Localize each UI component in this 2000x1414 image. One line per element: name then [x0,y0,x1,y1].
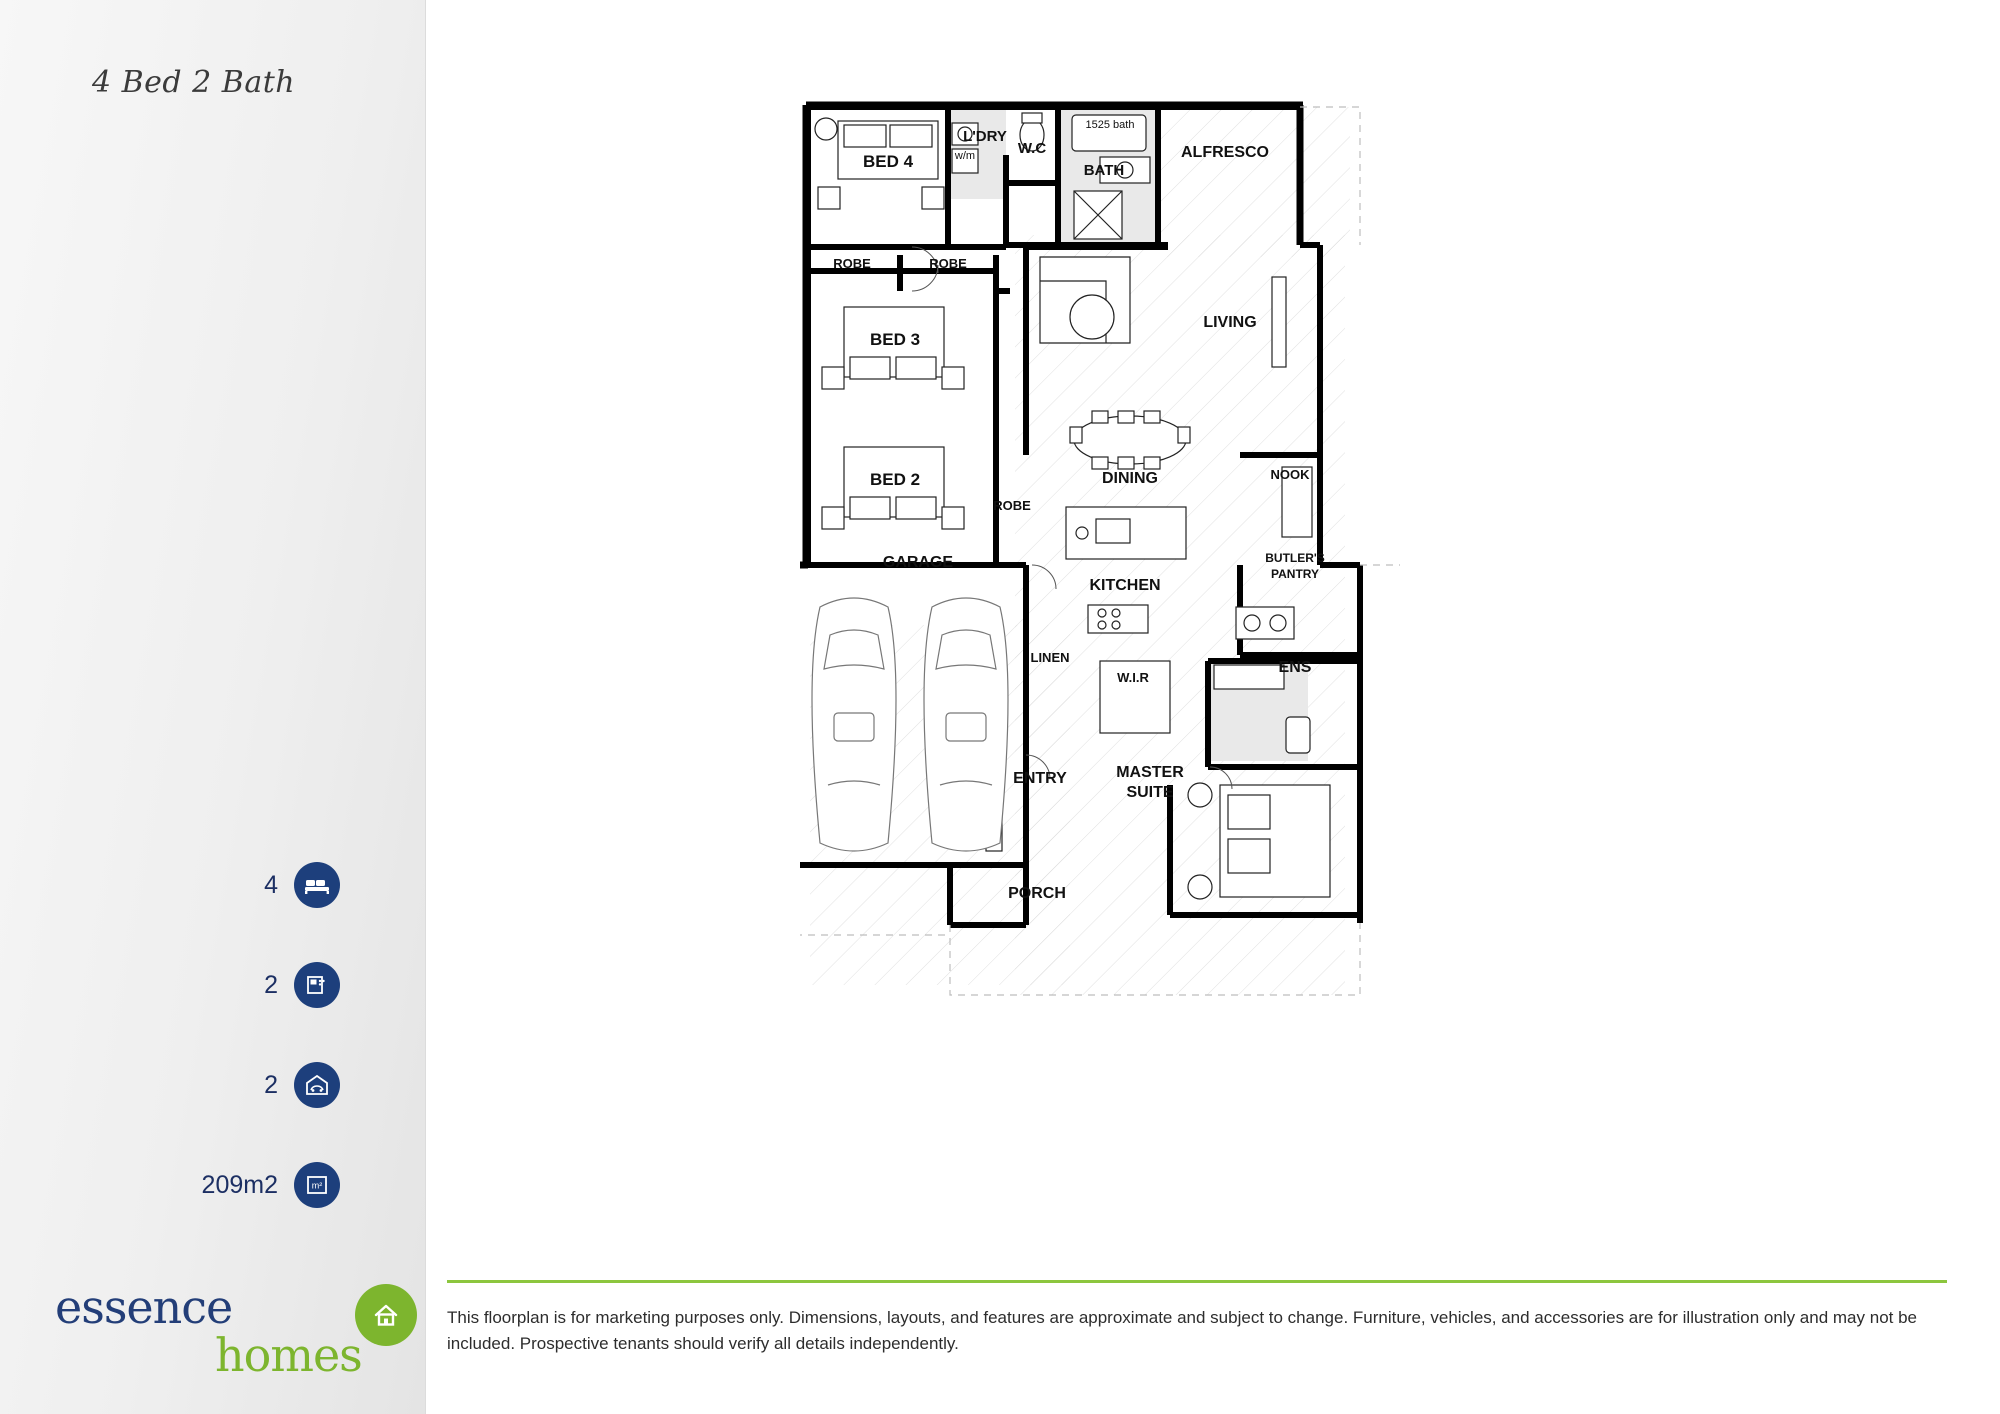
room-label-robe-2: ROBE [929,256,967,271]
room-label-ldry: L'DRY [963,128,1007,145]
spec-area-value: 209m2 [201,1170,278,1199]
spec-bathrooms [264,962,340,1008]
room-label-bed2: BED 2 [869,470,921,489]
room-label-dining: DINING [1102,470,1158,487]
room-label-robe-1: ROBE [833,256,871,271]
spec-bedrooms-value: 4 [264,870,278,899]
room-label-bed4: BED 4 [862,152,914,171]
floorplan-drawing [800,95,1520,1225]
garage-icon [294,1062,340,1108]
room-label-bath: BATH [1083,162,1125,179]
room-label-master-1: MASTER [1116,764,1184,781]
area-icon [294,1162,340,1208]
room-label-garage: GARAGE [882,554,954,571]
room-label-robe-3: ROBE [993,498,1031,513]
room-label-butlers-1: BUTLER'S [1265,551,1325,565]
logo-word-homes: homes [215,1328,362,1382]
bath-icon [294,962,340,1008]
room-label-wir: W.I.R [1117,670,1149,685]
disclaimer-text: This floorplan is for marketing purposes only. Dimensions, layouts, and features are approximate and subject to change. Furniture, vehicles, and accessories are for illustration only and may not be included. Prospective tenants should verify all details independently. [447,1308,1918,1353]
room-label-linen: LINEN [1030,650,1070,665]
bed-icon [294,862,340,908]
svg-text:m²: m² [311,1180,323,1191]
room-label-wm: w/m [954,150,976,162]
room-label-living: LIVING [1203,314,1257,331]
room-label-bath-size: 1525 bath [1085,119,1135,131]
room-label-nook: NOOK [1270,467,1310,482]
spec-bathrooms-value: 2 [264,970,278,999]
room-label-kitchen: KITCHEN [1089,577,1161,594]
spec-area [202,1162,340,1208]
room-label-entry: ENTRY [1013,770,1067,787]
room-label-alfresco: ALFRESCO [1181,144,1269,161]
disclaimer-divider [447,1280,1947,1283]
room-label-bed3: BED 3 [869,330,921,349]
spec-bedrooms [264,862,340,908]
house-icon [355,1284,417,1346]
spec-garage-value: 2 [264,1070,278,1099]
logo-word-essence: essence [55,1280,233,1334]
brand-logo [55,1280,375,1390]
room-label-master-2: SUITE [1126,784,1174,801]
room-label-butlers-2: PANTRY [1271,567,1319,581]
room-label-ens: ENS [1278,659,1312,676]
page-title: 4 Bed 2 Bath [92,65,296,100]
sidebar [0,0,426,1414]
spec-garage [264,1062,340,1108]
room-label-wc: W.C [1017,140,1047,157]
room-label-porch: PORCH [1008,885,1066,902]
